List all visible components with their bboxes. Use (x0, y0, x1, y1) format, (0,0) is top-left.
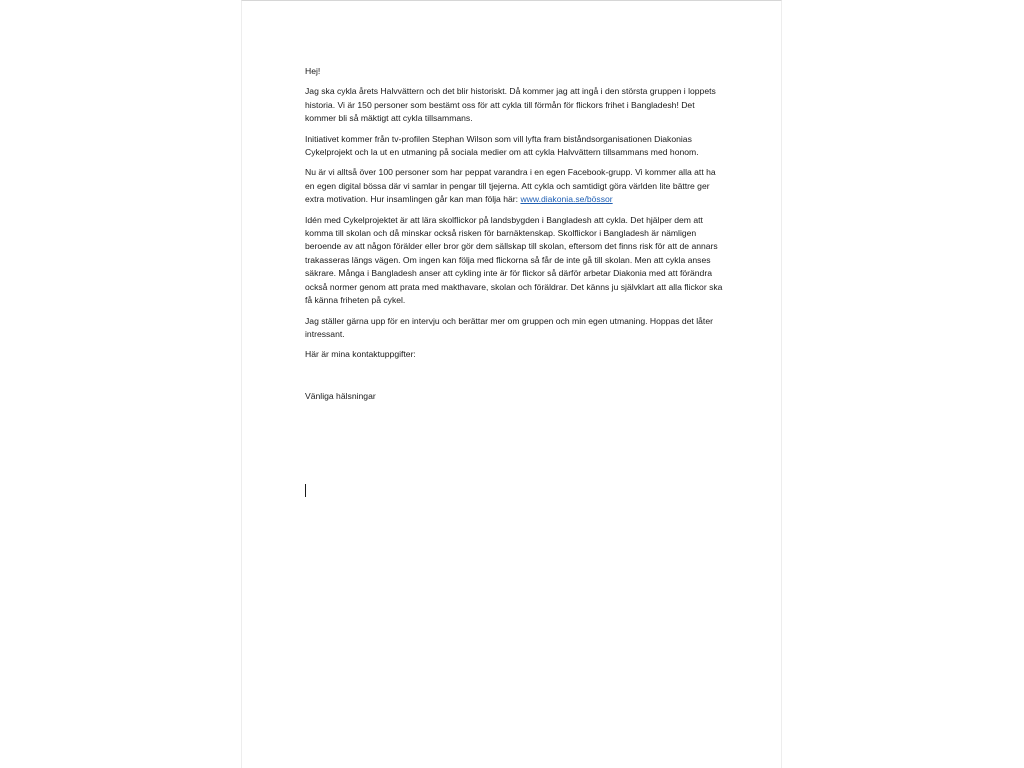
paragraph-3 (305, 166, 725, 206)
paragraph-3-text: Nu är vi alltså över 100 personer som har peppat varandra i en egen Facebook-grupp. Vi kommer alla att ha en egen digital bössa där vi samlar in pengar till tjejerna. Att cykla och samtidigt göra världen lite bättre ger extra motivation. Hur insamlingen går kan man följa här: (305, 167, 716, 205)
text-cursor (305, 484, 306, 497)
paragraph-1: Jag ska cykla årets Halvvättern och det blir historiskt. Då kommer jag att ingå i den största gruppen i loppets historia. Vi är 150 personer som bestämt oss för att cykla till förmån för flickors frihet i Bangladesh! Det kommer bli så mäktigt att cykla tillsammans. (305, 86, 716, 124)
closing-paragraph: Vänliga hälsningar (305, 390, 376, 401)
contact-paragraph: Här är mina kontaktuppgifter: (305, 349, 416, 360)
paragraph-5: Jag ställer gärna upp för en intervju och berättar mer om gruppen och min egen utmaning. Hoppas det låter intressant. (305, 315, 713, 339)
document-body[interactable] (305, 65, 725, 410)
document-page[interactable] (241, 0, 782, 768)
paragraph-4: Idén med Cykelprojektet är att lära skolflickor på landsbygden i Bangladesh att cykla. Det hjälper dem att komma till skolan och då minskar också risken för barnäktenskap. Skolflickor i Bangladesh är nämligen beroende av att någon förälder eller bror gör dem sällskap till skolan, eftersom det finns risk för att de annars trakasseras längs vägen. Om ingen kan följa med flickorna så får de inte gå till skolan. Men att cykla anses säkrare. Många i Bangladesh anser att cykling inte är för flickor så därför arbetar Diakonia med att förändra också normer genom att prata med makthavare, skolan och föräldrar. Det känns ju självklart att alla flickor ska få känna friheten på cykel. (305, 214, 723, 306)
paragraph-2: Initiativet kommer från tv-profilen Stephan Wilson som vill lyfta fram biståndsorganisationen Diakonias Cykelprojekt och la ut en utmaning på sociala medier om att cykla Halvvättern tillsammans med honom. (305, 133, 699, 158)
greeting-paragraph: Hej! (305, 66, 321, 76)
donation-link[interactable]: www.diakonia.se/bössor (520, 194, 613, 205)
